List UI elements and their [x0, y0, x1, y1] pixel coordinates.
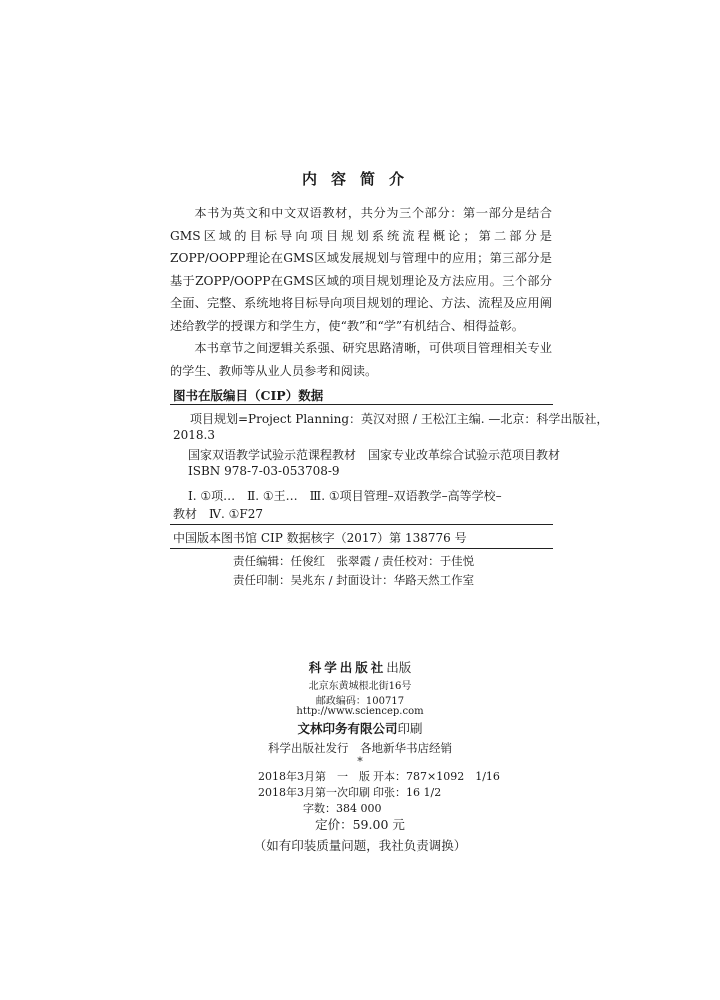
cip-record-line-2: 2018.3	[173, 428, 215, 442]
cip-classification-line-2: 教材 Ⅳ. ①F27	[173, 507, 263, 521]
page-title: 内容简介	[301, 170, 418, 188]
quality-notice: （如有印装质量问题，我社负责调换）	[253, 838, 467, 853]
separator-star: *	[357, 755, 363, 768]
word-count: 字数：384 000	[303, 802, 382, 815]
publisher-url: http://www.sciencep.com	[296, 706, 424, 717]
publisher-address: 北京东黄城根北街16号	[308, 681, 412, 692]
publisher-suffix: 出版	[386, 660, 412, 675]
cip-number: 中国版本图书馆 CIP 数据核字（2017）第 138776 号	[173, 531, 467, 545]
publisher-postcode: 邮政编码：100717	[315, 696, 405, 707]
cip-bottom-rule	[170, 548, 553, 549]
format-info: 开本：787×1092 1/16	[373, 770, 500, 783]
publisher-name: 科学出版社	[308, 660, 387, 675]
credits-editors: 责任编辑：任俊红 张翠霞 / 责任校对：于佳悦	[233, 554, 475, 568]
distribution-line: 科学出版社发行 各地新华书店经销	[268, 741, 452, 755]
cip-top-rule	[170, 404, 553, 405]
cip-isbn: ISBN 978-7-03-053708-9	[188, 464, 340, 478]
cip-classification-line-1: Ⅰ. ①项… Ⅱ. ①王… Ⅲ. ①项目管理–双语教学–高等学校–	[188, 489, 502, 503]
edition-info: 2018年3月第 一 版	[258, 770, 370, 783]
introduction	[170, 202, 552, 382]
intro-paragraph-2: 本书章节之间逻辑关系强、研究思路清晰，可供项目管理相关专业的学生、教师等从业人员参考和阅读。	[170, 341, 552, 378]
printer-suffix: 印刷	[397, 721, 423, 736]
printing-info: 2018年3月第一次印刷	[258, 786, 370, 799]
cip-heading: 图书在版编目（CIP）数据	[173, 388, 324, 403]
sheets-info: 印张：16 1/2	[373, 786, 442, 799]
printer-line	[0, 719, 720, 737]
publisher-line	[0, 658, 720, 676]
printer-name: 文林印务有限公司	[297, 721, 398, 736]
cip-record-line-1: 项目规划=Project Planning：英汉对照 / 王松江主编. —北京：科学出版社，	[190, 412, 609, 426]
credits-production: 责任印制：吴兆东 / 封面设计：华路天然工作室	[233, 573, 475, 587]
cip-series-line: 国家双语教学试验示范课程教材 国家专业改革综合试验示范项目教材	[188, 448, 561, 462]
cip-middle-rule	[170, 524, 553, 525]
intro-paragraph-1: 本书为英文和中文双语教材，共分为三个部分：第一部分是结合GMS区域的目标导向项目规划系统流程概论；第二部分是ZOPP/OOPP理论在GMS区域发展规划与管理中的应用；第三部分是基于ZOPP/OOPP在GMS区域的项目规划理论及方法应用。三个部分全面、完整、系统地将目标导向项目规划的理论、方法、流程及应用阐述给教学的授课方和学生方，使“教”和“学”有机结合、相得益彰。	[170, 206, 552, 333]
price: 定价：59.00 元	[315, 817, 405, 832]
